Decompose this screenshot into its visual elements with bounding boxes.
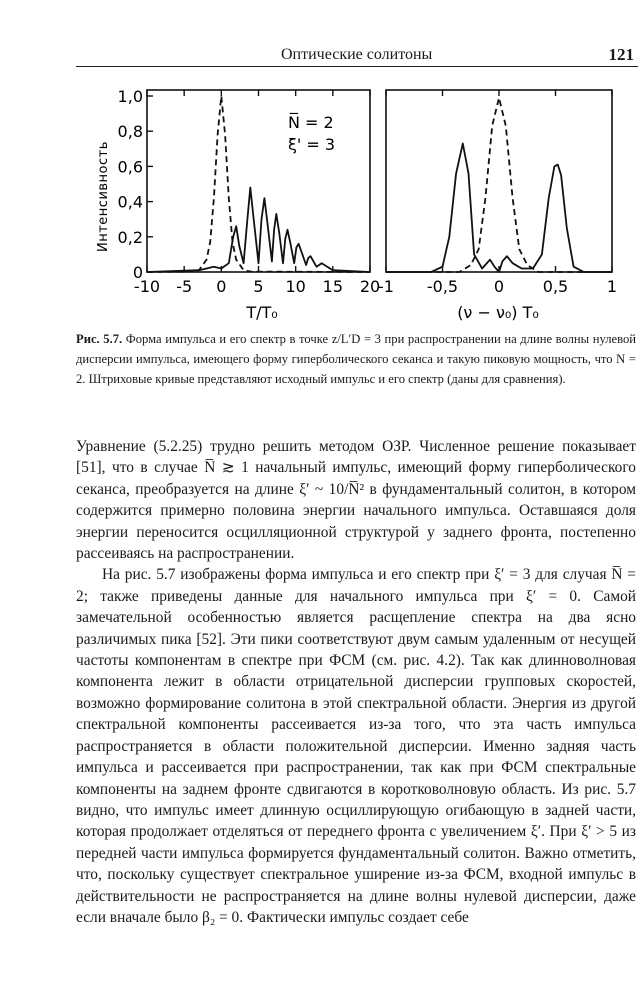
right-frame bbox=[386, 90, 612, 272]
left-x-tick-label: 15 bbox=[322, 277, 344, 296]
right-x-tick-label: 0,5 bbox=[542, 277, 569, 296]
right-x-tick-label: -1 bbox=[378, 277, 394, 296]
left-x-tick-label: -5 bbox=[176, 277, 193, 296]
caption-label: Рис. 5.7. bbox=[76, 332, 123, 346]
figure-curves bbox=[147, 96, 612, 272]
running-title: Оптические солитоны bbox=[281, 46, 433, 63]
page-number: 121 bbox=[608, 45, 634, 64]
left-x-axis-label: T/T₀ bbox=[246, 303, 278, 322]
paragraph-2: На рис. 5.7 изображены форма импульса и его спектр при ξ′ = 3 для случая N̅ = 2; также приведены данные для начального импульса при ξ′ = 0. Самой замечательной особенностью является расщепление спектра на два ясно различимых пика [52]. Эти пики соответствуют двум самым удаленным от несущей частоты компонентам в спектре при ФСМ (см. рис. 4.2). Так как длинноволновая компонента лежит в области отрицательной дисперсии групповых скоростей, возможно формирование солитона в этой спектральной области. Энергия из другой спектральной компоненты рассеивается из-за того, что эта часть импульса распространяется в области положительной дисперсии. Именно задняя часть импульса и рассеивается при распространении, так как при ФСМ спектральные компоненты на заднем фронте сдвигаются в коротковолновую область. Из рис. 5.7 видно, что импульс имеет длинную осциллирующую огибающую в задней части, которая продолжает отделяться от переднего фронта с увеличением ξ′. При ξ′ > 5 из передней части импульса формируется фундаментальный солитон. Важно отметить, что, поскольку существует спектральное уширение из-за ФСМ, входной импульс в действительности не распространяется на длине волны нулевой дисперсии, даже если вначале было β₂ = 0. Фактически импульс создает себе bbox=[76, 566, 636, 926]
left-y-tick-label: 0 bbox=[132, 263, 143, 282]
left-x-tick-label: 10 bbox=[285, 277, 306, 296]
right-output-curve bbox=[386, 144, 612, 273]
left-y-tick-label: 0,6 bbox=[117, 157, 143, 177]
y-axis-label: Интенсивность bbox=[96, 141, 111, 252]
body-text bbox=[76, 436, 636, 928]
right-x-tick-label: 0 bbox=[493, 277, 505, 296]
right-x-tick-label: -0,5 bbox=[426, 277, 459, 296]
left-y-tick-label: 1,0 bbox=[117, 87, 143, 106]
right-x-axis-label: (ν − ν₀) T₀ bbox=[457, 303, 539, 322]
left-x-tick-label: 20 bbox=[359, 277, 381, 296]
paragraph-1: Уравнение (5.2.25) трудно решить методом ОЗР. Численное решение показывает [51], что в случае N̅ ≳ 1 начальный импульс, имеющий форму гиперболического секанса, преобразуется на длине ξ′ ~ 10/N̅² в фундаментальный солитон, в котором содержится примерно половина энергии начального импульса. Оставшаяся доля энергии переносится осцилляционной структурой у заднего фронта, постепенно рассеиваясь на распространении. bbox=[76, 438, 636, 563]
left-initial-curve bbox=[147, 96, 370, 272]
left-x-tick-label: -10 bbox=[133, 277, 161, 296]
left-output-curve bbox=[147, 188, 370, 273]
annotation-n: N̅ = 2 bbox=[288, 113, 334, 132]
figure-caption bbox=[76, 329, 636, 389]
left-x-tick-label: 0 bbox=[216, 277, 227, 296]
left-y-tick-label: 0,2 bbox=[117, 227, 143, 247]
left-frame bbox=[147, 90, 370, 272]
left-x-tick-label: 5 bbox=[253, 277, 264, 296]
left-panel-axes bbox=[118, 87, 381, 296]
left-y-tick-label: 0,4 bbox=[117, 192, 143, 212]
figure-5-7 bbox=[0, 0, 644, 330]
annotation-xi: ξ' = 3 bbox=[288, 135, 336, 154]
right-panel-axes bbox=[378, 90, 617, 296]
caption-text: Форма импульса и его спектр в точке z/L′D = 3 при распространении на длине волны нулевой дисперсии импульса, имеющего форму гиперболического секанса и такую пиковую мощность, что N = 2. Штриховые кривые представляют исходный импульс и его спектр (даны для сравнения). bbox=[76, 332, 636, 386]
right-initial-curve bbox=[386, 98, 612, 272]
left-y-tick-label: 0,8 bbox=[117, 122, 143, 142]
right-x-tick-label: 1 bbox=[606, 277, 618, 296]
